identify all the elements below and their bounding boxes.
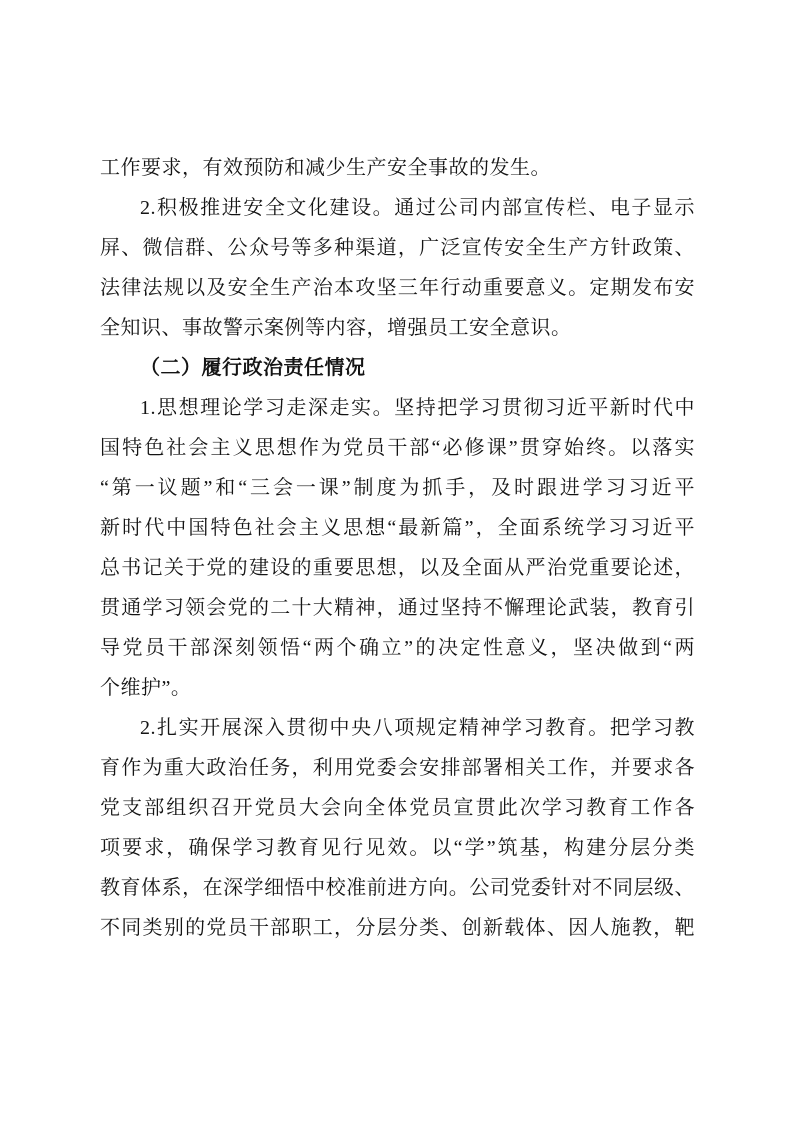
paragraph-line: 育作为重大政治任务，利用党委会安排部署相关工作，并要求各 bbox=[100, 757, 695, 779]
paragraph-line: “第一议题”和“三会一课”制度为抓手，及时跟进学习习近平 bbox=[100, 477, 695, 499]
paragraph-line: 个维护”。 bbox=[100, 677, 192, 699]
paragraph-line: 国特色社会主义思想作为党员干部“必修课”贯穿始终。以落实 bbox=[100, 437, 695, 459]
paragraph-line: 1.思想理论学习走深走实。坚持把学习贯彻习近平新时代中 bbox=[140, 397, 695, 419]
document-text-block bbox=[100, 148, 695, 948]
paragraph-line: 项要求，确保学习教育见行见效。以“学”筑基，构建分层分类 bbox=[100, 837, 695, 859]
paragraph-line: 工作要求，有效预防和减少生产安全事故的发生。 bbox=[100, 157, 551, 179]
paragraph-line: 不同类别的党员干部职工，分层分类、创新载体、因人施教，靶 bbox=[100, 917, 695, 939]
paragraph-line: 导党员干部深刻领悟“两个确立”的决定性意义，坚决做到“两 bbox=[100, 637, 695, 659]
paragraph-line: 贯通学习领会党的二十大精神，通过坚持不懈理论武装，教育引 bbox=[100, 597, 695, 619]
paragraph-line: 党支部组织召开党员大会向全体党员宣贯此次学习教育工作各 bbox=[100, 797, 695, 819]
paragraph-line: 新时代中国特色社会主义思想“最新篇”，全面系统学习习近平 bbox=[100, 517, 695, 539]
paragraph-line: 屏、微信群、公众号等多种渠道，广泛宣传安全生产方针政策、 bbox=[100, 237, 695, 259]
section-heading: （二）履行政治责任情况 bbox=[140, 357, 366, 379]
paragraph-line: 全知识、事故警示案例等内容，增强员工安全意识。 bbox=[100, 317, 572, 339]
paragraph-line: 2.扎实开展深入贯彻中央八项规定精神学习教育。把学习教 bbox=[140, 717, 695, 739]
paragraph-line: 总书记关于党的建设的重要思想，以及全面从严治党重要论述， bbox=[100, 557, 695, 579]
paragraph-line: 2.积极推进安全文化建设。通过公司内部宣传栏、电子显示 bbox=[140, 197, 695, 219]
paragraph-line: 法律法规以及安全生产治本攻坚三年行动重要意义。定期发布安 bbox=[100, 277, 695, 299]
paragraph-line: 教育体系，在深学细悟中校准前进方向。公司党委针对不同层级、 bbox=[100, 877, 695, 899]
